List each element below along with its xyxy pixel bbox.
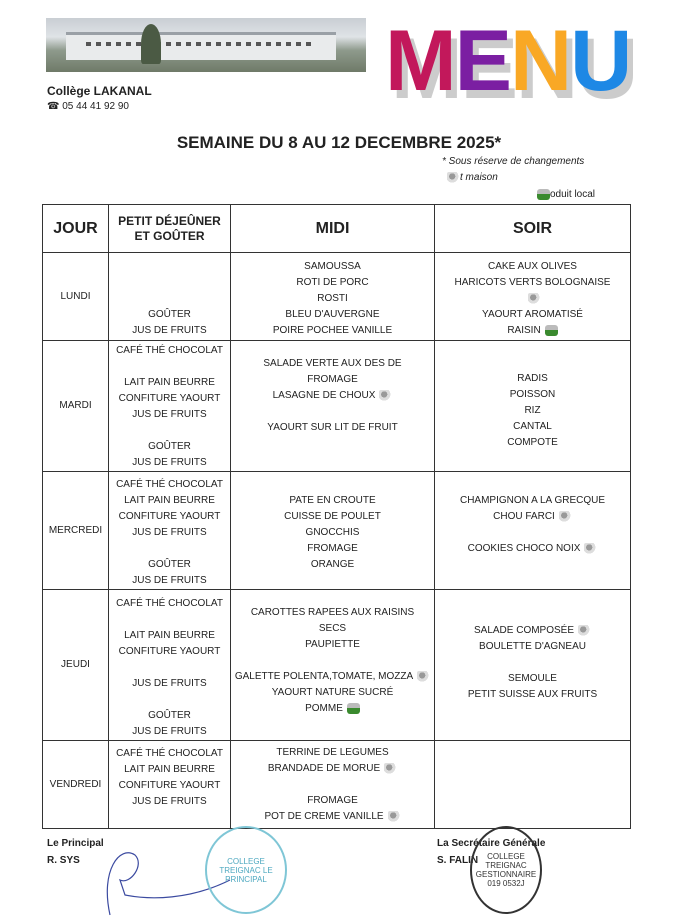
menu-item [109, 676, 230, 692]
menu-item [435, 639, 630, 655]
homemade-icon [584, 543, 597, 554]
menu-item-text: JUS DE FRUITS [132, 575, 207, 586]
menu-item [109, 573, 230, 589]
menu-item-text: ROTI DE PORC [296, 277, 369, 288]
menu-item-text: CONFITURE YAOURT [118, 511, 221, 522]
menu-item-text: BOULETTE D'AGNEAU [479, 641, 586, 652]
menu-item [435, 275, 630, 291]
menu-item [109, 746, 230, 762]
menu-item-text: CONFITURE YAOURT [118, 780, 221, 791]
menu-item-text: CHOU FARCI [493, 511, 555, 522]
menu-item [231, 745, 434, 761]
menu-item [435, 623, 630, 639]
menu-item [231, 509, 434, 525]
menu-item-text: HARICOTS VERTS BOLOGNAISE [454, 277, 611, 288]
menu-item [231, 809, 434, 825]
midi-cell [231, 341, 435, 472]
homemade-icon [578, 625, 591, 636]
menu-item [435, 671, 630, 687]
menu-item-text: GOÛTER [148, 559, 191, 570]
menu-item [109, 423, 230, 439]
table-row [43, 253, 631, 341]
menu-item-text: YAOURT AROMATISÉ [482, 309, 583, 320]
homemade-icon [447, 172, 460, 183]
midi-cell [231, 590, 435, 741]
logo-letter: N [510, 13, 571, 109]
header-soir: SOIR [435, 205, 631, 253]
menu-item [435, 403, 630, 419]
menu-item [109, 391, 230, 407]
menu-item [435, 541, 630, 557]
principal-name: R. SYS [47, 855, 80, 866]
secretary-stamp: COLLEGE TREIGNAC GESTIONNAIRE 019 0532J [470, 826, 542, 914]
menu-item-text: ROSTI [317, 293, 348, 304]
menu-item-text: LAIT PAIN BEURRE [124, 377, 215, 388]
menu-item-text: JUS DE FRUITS [132, 457, 207, 468]
menu-item-text: CAROTTES RAPEES AUX RAISINS [250, 607, 415, 618]
menu-item-text: JUS DE FRUITS [132, 678, 207, 689]
menu-item-text: CHAMPIGNON A LA GRECQUE [459, 495, 606, 506]
homemade-icon [528, 293, 541, 304]
homemade-icon [379, 390, 392, 401]
menu-item [109, 359, 230, 375]
menu-item-text: GNOCCHIS [305, 527, 360, 538]
logo-letter: E [454, 13, 511, 109]
menu-item [435, 323, 630, 339]
menu-item [109, 660, 230, 676]
menu-item [109, 762, 230, 778]
menu-item-text: BRANDADE DE MORUE [267, 763, 381, 774]
table-row [43, 741, 631, 829]
petit-cell [109, 741, 231, 829]
menu-item [231, 259, 434, 275]
principal-label: Le Principal [47, 838, 104, 849]
menu-item-text: CANTAL [513, 421, 552, 432]
menu-item-text: JUS DE FRUITS [132, 796, 207, 807]
menu-item [435, 509, 630, 525]
menu-item-text: CONFITURE YAOURT [118, 646, 221, 657]
menu-item [109, 557, 230, 573]
day-cell: VENDREDI [43, 741, 109, 829]
day-cell: MERCREDI [43, 472, 109, 590]
menu-item-text: JUS DE FRUITS [132, 726, 207, 737]
menu-item [231, 653, 434, 669]
menu-item-text: PETIT SUISSE AUX FRUITS [467, 689, 598, 700]
menu-item-text: YAOURT NATURE SUCRÉ [271, 687, 394, 698]
menu-item [435, 493, 630, 509]
menu-item-text: CAKE AUX OLIVES [488, 261, 577, 272]
principal-stamp: COLLEGE TREIGNAC LE PRINCIPAL [205, 826, 287, 914]
menu-item [231, 275, 434, 291]
menu-item-text: RIZ [524, 405, 541, 416]
menu-item [231, 323, 434, 339]
soir-cell [435, 341, 631, 472]
menu-item-text: CONFITURE YAOURT [118, 393, 221, 404]
petit-cell [109, 341, 231, 472]
menu-item [231, 388, 434, 404]
local-product-icon [545, 325, 558, 336]
menu-item-text: LASAGNE DE CHOUX [272, 390, 376, 401]
menu-item-text: GOÛTER [148, 710, 191, 721]
soir-cell [435, 590, 631, 741]
soir-cell [435, 741, 631, 829]
menu-item [231, 793, 434, 809]
menu-item-text: COMPOTE [507, 437, 558, 448]
local-product-icon [537, 189, 550, 200]
menu-item [109, 291, 230, 307]
menu-item-text: RADIS [517, 373, 548, 384]
petit-cell [109, 472, 231, 590]
menu-item [231, 404, 434, 420]
menu-item [109, 439, 230, 455]
menu-item [109, 708, 230, 724]
day-cell: JEUDI [43, 590, 109, 741]
menu-item [435, 259, 630, 275]
menu-item-text: SEMOULE [508, 673, 557, 684]
menu-item [231, 777, 434, 793]
menu-item [231, 701, 434, 717]
menu-item [231, 761, 434, 777]
menu-item-text: CAFÉ THÉ CHOCOLAT [116, 345, 223, 356]
menu-item-text: ORANGE [310, 559, 355, 570]
menu-item-text: JUS DE FRUITS [132, 527, 207, 538]
menu-item [109, 644, 230, 660]
menu-item-text: FROMAGE [307, 543, 358, 554]
menu-item-text: GOÛTER [148, 441, 191, 452]
menu-item [109, 407, 230, 423]
menu-item [231, 637, 434, 653]
school-photo [46, 18, 366, 72]
midi-cell [231, 741, 435, 829]
menu-item [231, 557, 434, 573]
menu-item-text: PAUPIETTE [305, 639, 360, 650]
menu-item-text: POISSON [509, 389, 556, 400]
menu-item-text: LAIT PAIN BEURRE [124, 495, 215, 506]
menu-item [231, 493, 434, 509]
menu-item [231, 669, 434, 685]
menu-item [109, 724, 230, 740]
menu-item-text: POMME [305, 703, 343, 714]
disclaimer: * Sous réserve de changements [442, 156, 585, 167]
menu-item-text: YAOURT SUR LIT DE FRUIT [267, 422, 398, 433]
menu-item-text: SAMOUSSA [304, 261, 361, 272]
menu-item [435, 525, 630, 541]
menu-item-text: CUISSE DE POULET [284, 511, 381, 522]
menu-item [109, 692, 230, 708]
menu-item [231, 685, 434, 701]
menu-item-text: RAISIN [507, 325, 541, 336]
menu-item-text: SECS [318, 623, 347, 634]
menu-item [435, 655, 630, 671]
menu-item [435, 687, 630, 703]
day-cell: MARDI [43, 341, 109, 472]
logo-letter: U [570, 13, 631, 109]
menu-item-text: FROMAGE [307, 374, 358, 385]
menu-item [435, 387, 630, 403]
menu-item-text: LAIT PAIN BEURRE [124, 764, 215, 775]
menu-item-text: CAFÉ THÉ CHOCOLAT [116, 479, 223, 490]
menu-item [231, 420, 434, 436]
menu-item [231, 372, 434, 388]
petit-cell [109, 590, 231, 741]
menu-item-text: COOKIES CHOCO NOIX [467, 543, 581, 554]
menu-item-text: SALADE VERTE AUX DES DE [263, 358, 402, 369]
day-cell: LUNDI [43, 253, 109, 341]
menu-item [109, 275, 230, 291]
midi-cell [231, 472, 435, 590]
homemade-icon [417, 671, 430, 682]
menu-item [109, 307, 230, 323]
menu-item [109, 628, 230, 644]
header-midi: MIDI [231, 205, 435, 253]
header-petit-dejeuner: PETIT DÉJEÛNER ET GOÛTER [109, 205, 231, 253]
logo-letter: M [385, 13, 455, 109]
local-product-icon [347, 703, 360, 714]
petit-cell [109, 253, 231, 341]
secretary-label: La Secrétaire Générale [437, 838, 546, 849]
school-name: Collège LAKANAL [47, 84, 152, 98]
menu-item [231, 291, 434, 307]
menu-item-text: CAFÉ THÉ CHOCOLAT [116, 598, 223, 609]
menu-item-text: BLEU D'AUVERGNE [285, 309, 380, 320]
homemade-icon [388, 811, 401, 822]
menu-item [231, 356, 434, 372]
soir-cell [435, 253, 631, 341]
table-row [43, 590, 631, 741]
menu-item-text: POT DE CREME VANILLE [264, 811, 384, 822]
page-title: SEMAINE DU 8 AU 12 DECEMBRE 2025* [176, 133, 502, 152]
menu-item [109, 375, 230, 391]
secretary-name: S. FALIN [437, 855, 479, 866]
menu-item-text: GOÛTER [148, 309, 191, 320]
menu-item [435, 435, 630, 451]
menu-item [231, 605, 434, 621]
menu-item-text: JUS DE FRUITS [132, 409, 207, 420]
menu-item [109, 323, 230, 339]
phone-number: ☎ 05 44 41 92 90 [47, 101, 129, 112]
menu-item [231, 541, 434, 557]
phone-icon: ☎ [47, 101, 63, 112]
soir-cell [435, 472, 631, 590]
menu-item [435, 291, 630, 307]
menu-item [435, 419, 630, 435]
menu-item [109, 612, 230, 628]
menu-item [109, 596, 230, 612]
menu-item-text: GALETTE POLENTA,TOMATE, MOZZA [234, 671, 414, 682]
legend-produit-local: oduit local [533, 189, 595, 200]
menu-item-text: LAIT PAIN BEURRE [124, 630, 215, 641]
menu-item-text: POIRE POCHEE VANILLE [272, 325, 393, 336]
menu-table [42, 204, 631, 829]
header-jour: JOUR [43, 205, 109, 253]
menu-item [109, 541, 230, 557]
menu-item [109, 455, 230, 471]
homemade-icon [559, 511, 572, 522]
menu-item [109, 778, 230, 794]
menu-item [109, 525, 230, 541]
menu-item [231, 525, 434, 541]
menu-item-text: PATE EN CROUTE [289, 495, 376, 506]
menu-item-text: CAFÉ THÉ CHOCOLAT [116, 748, 223, 759]
menu-item [109, 794, 230, 810]
homemade-icon [384, 763, 397, 774]
menu-item-text: SALADE COMPOSÉE [473, 625, 575, 636]
menu-item [435, 307, 630, 323]
menu-item [109, 477, 230, 493]
midi-cell [231, 253, 435, 341]
menu-item-text: JUS DE FRUITS [132, 325, 207, 336]
menu-item [231, 621, 434, 637]
menu-logo [385, 13, 631, 109]
menu-item [109, 259, 230, 275]
table-row [43, 472, 631, 590]
legend-fait-maison: t maison [443, 172, 498, 183]
table-row [43, 341, 631, 472]
menu-item-text: TERRINE DE LEGUMES [276, 747, 389, 758]
menu-item-text: FROMAGE [307, 795, 358, 806]
menu-item [109, 509, 230, 525]
menu-item [109, 343, 230, 359]
menu-item [435, 371, 630, 387]
menu-item [109, 493, 230, 509]
menu-item [231, 307, 434, 323]
